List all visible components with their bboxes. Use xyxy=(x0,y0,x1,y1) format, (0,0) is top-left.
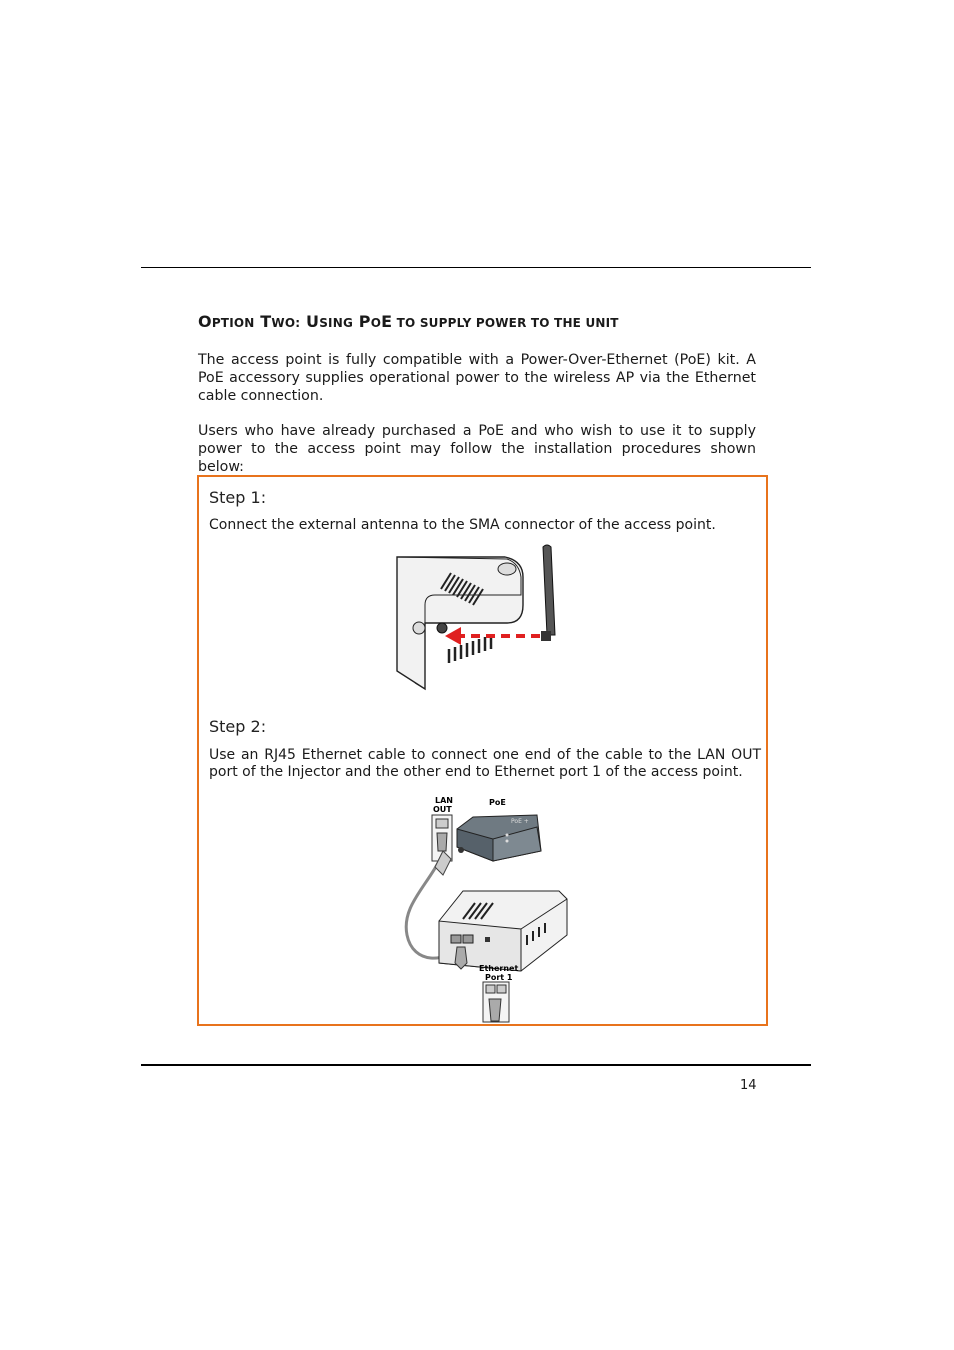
step1-text: Connect the external antenna to the SMA connector of the access point. xyxy=(209,517,716,533)
instructions-paragraph: Users who have already purchased a PoE and who wish to use it to supply power to the access point may follow the installation procedures shown below: xyxy=(198,423,756,475)
poe-wiring-illustration xyxy=(399,795,579,1023)
page-number: 14 xyxy=(740,1078,757,1093)
header-rule xyxy=(141,267,811,268)
ethernet-label-line1: Ethernet xyxy=(479,964,519,973)
ethernet-label-line2: Port 1 xyxy=(485,973,513,982)
intro-paragraph: The access point is fully compatible with a Power-Over-Ethernet (PoE) kit. A PoE accessory supplies operational power to the wireless AP via the Ethernet cable connection. xyxy=(198,352,756,404)
steps-box xyxy=(197,475,768,1026)
step2-text: Use an RJ45 Ethernet cable to connect one end of the cable to the LAN OUT port of the Injector and the other end to Ethernet port 1 of the access point. xyxy=(209,747,761,780)
step2-title: Step 2: xyxy=(209,717,267,736)
step1-title: Step 1: xyxy=(209,488,267,507)
section-heading: OPTION TWO: USING POE TO SUPPLY POWER TO THE UNIT xyxy=(198,312,619,331)
lan-out-label-line2: OUT xyxy=(433,805,452,814)
poe-label: PoE xyxy=(489,798,506,807)
antenna-connection-illustration xyxy=(395,543,565,691)
footer-rule xyxy=(141,1064,811,1066)
lan-out-label-line1: LAN xyxy=(435,796,453,805)
poe-device-label: PoE + xyxy=(511,818,529,825)
